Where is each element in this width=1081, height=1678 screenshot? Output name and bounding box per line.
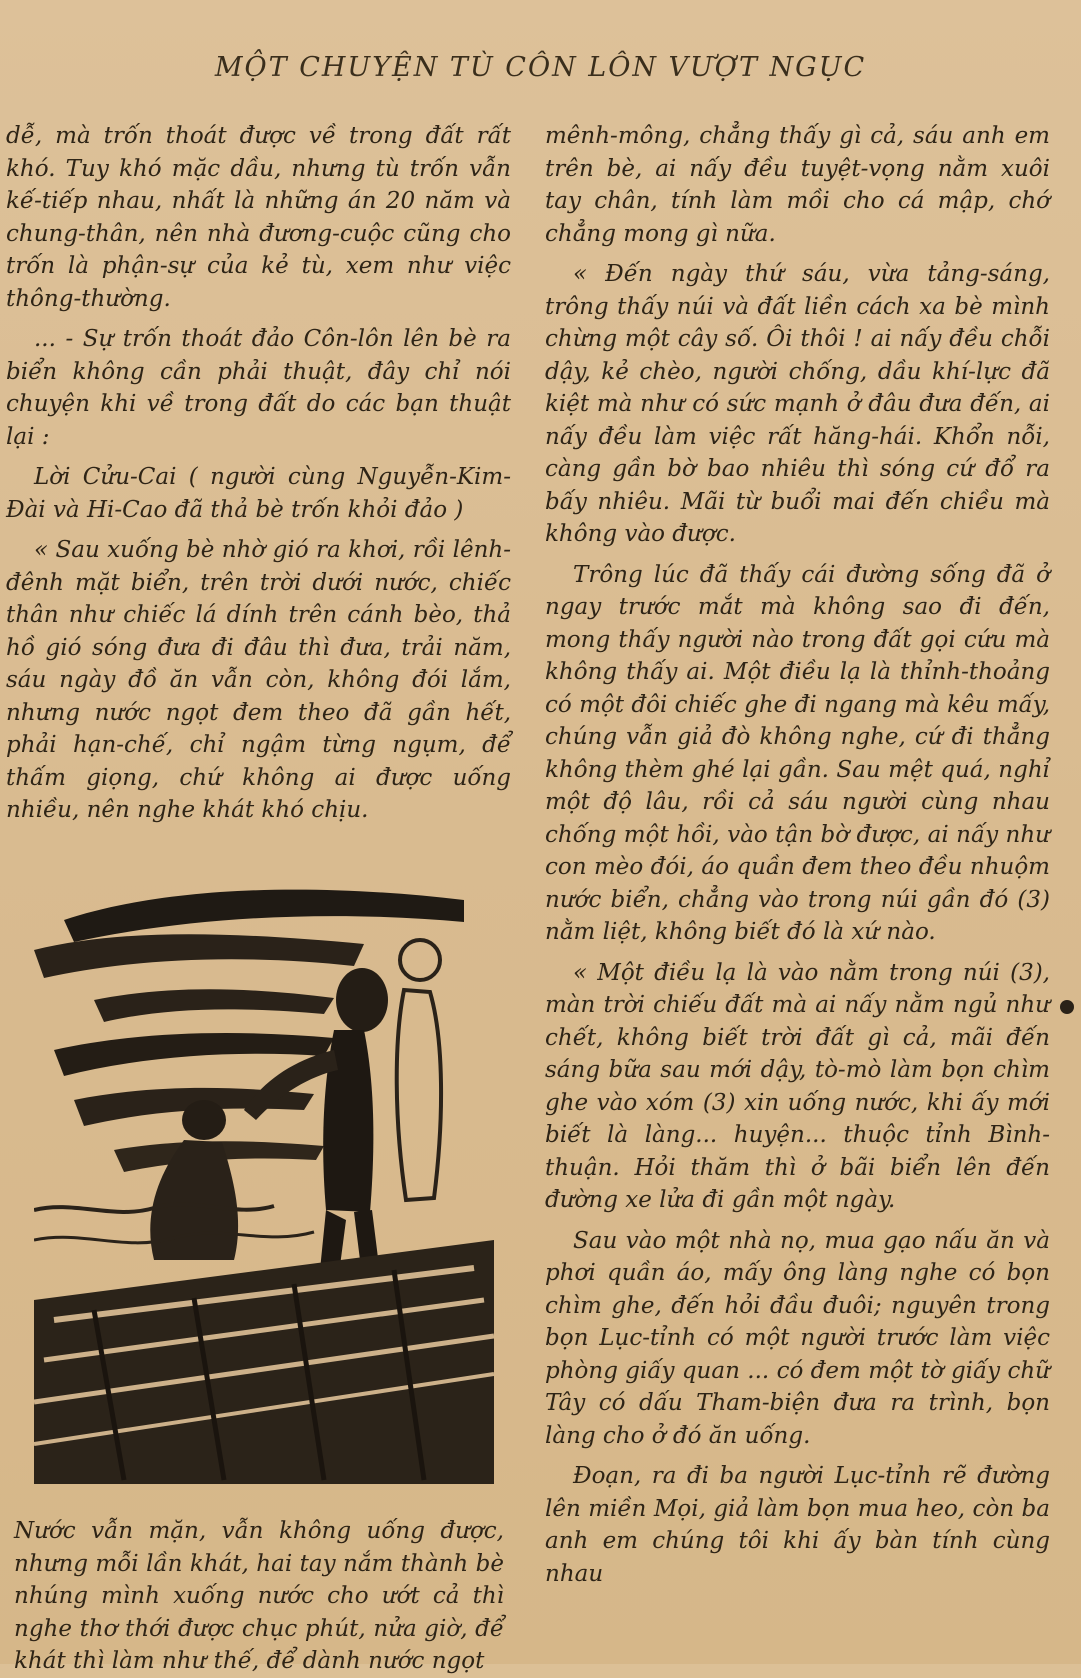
raft-illustration-drawing [34, 880, 494, 1484]
binding-hole-mark [1060, 1000, 1074, 1014]
paragraph: « Đến ngày thứ sáu, vừa tảng-sáng, trông thấy núi và đất liền cách xa bè mình chừng một cây số. Ôi thôi ! ai nấy đều chỗi dậy, kẻ chèo, người chống, dầu khí-lực đã kiệt mà như có sức mạnh ở đâu đưa đến, ai nấy đều làm việc rất hăng-hái. Khổn nỗi, càng gần bờ bao nhiêu thì sóng cứ đổ ra bấy nhiêu. Mãi từ buổi mai đến chiều mà không vào được. [545, 261, 1050, 547]
paragraph: Trông lúc đã thấy cái đường sống đã ở ngay trước mắt mà không sao đi đến, mong thấy người nào trong đất gọi cứu mà không thấy ai. Một điều lạ là thỉnh-thoảng có một đôi chiếc ghe đi ngang mà kêu mấy, chúng vẫn giả đò không nghe, cứ đi thẳng không thèm ghé lại gần. Sau mệt quá, nghỉ một độ lâu, rồi cả sáu người cùng nhau chống một hồi, vào tận bờ được, ai nấy như con mèo đói, áo quần đem theo đều nhuộm nước biển, chẳng vào trong núi gần đó (3) nằm liệt, không biết đó là xứ nào. [545, 561, 1050, 945]
running-title: MỘT CHUYỆN TÙ CÔN LÔN VƯỢT NGỤC [214, 52, 867, 83]
left-column [6, 120, 511, 835]
paragraph: Lời Cửu-Cai ( người cùng Nguyễn-Kim-Đài và Hi-Cao đã thả bè trốn khỏi đảo ) [6, 464, 511, 523]
paragraph: « Sau xuống bè nhờ gió ra khơi, rồi lênh-đênh mặt biển, trên trời dưới nước, chiếc thân như chiếc lá dính trên cánh bèo, thả hồ gió sóng đưa đi đâu thì đưa, trải năm, sáu ngày đồ ăn vẫn còn, không đói lắm, nhưng nước ngọt đem theo đã gần hết, phải hạn-chế, chỉ ngậm từng ngụm, để thấm giọng, chứ không ai được uống nhiều, nên nghe khát khó chịu. [6, 537, 511, 823]
paragraph: « Một điều lạ là vào nằm trong núi (3), màn trời chiếu đất mà ai nấy nằm ngủ như chết, không biết trời đất gì cả, mãi đến sáng bữa sau mới dậy, tò-mò làm bọn chìm ghe vào xóm (3) xin uống nước, khi ấy mới biết là làng... huyện... thuộc tỉnh Bình-thuận. Hỏi thăm thì ở bãi biển lên đến đường xe lửa đi gần một ngày. [545, 959, 1050, 1213]
paragraph: mênh-mông, chẳng thấy gì cả, sáu anh em trên bè, ai nấy đều tuyệt-vọng nằm xuôi tay chân, tính làm mồi cho cá mập, chớ chẳng mong gì nữa. [545, 123, 1050, 247]
paragraph: Đoạn, ra đi ba người Lục-tỉnh rẽ đường lên miền Mọi, giả làm bọn mua heo, còn ba anh em chúng tôi khi ấy bàn tính cùng nhau [545, 1463, 1050, 1587]
right-column [545, 120, 1050, 1598]
caption-text: Nước vẫn mặn, vẫn không uống được, nhưng mỗi lần khát, hai tay nắm thành bè nhúng mình xuống nước cho ướt cả thì nghe thơ thới được chục phút, nửa giờ, để khát thì làm như thế, để dành nước ngọt [14, 1518, 504, 1674]
paragraph: ... - Sự trốn thoát đảo Côn-lôn lên bè ra biển không cần phải thuật, đây chỉ nói chuyện khi về trong đất do các bạn thuật lại : [6, 326, 511, 450]
paragraph: Sau vào một nhà nọ, mua gạo nấu ăn và phơi quần áo, mấy ông làng nghe có bọn chìm ghe, đến hỏi đầu đuôi; nguyên trong bọn Lục-tỉnh có một người trước làm việc phòng giấy quan ... có đem một tờ giấy chữ Tây có dấu Tham-biện đưa ra trình, bọn làng cho ở đó ăn uống. [545, 1227, 1050, 1449]
woodcut-illustration [34, 880, 494, 1484]
illustration-caption [14, 1515, 504, 1678]
paragraph: dễ, mà trốn thoát được về trong đất rất khó. Tuy khó mặc dầu, nhưng tù trốn vẫn kế-tiếp nhau, nhất là những án 20 năm và chung-thân, nên nhà đương-cuộc cũng cho trốn là phận-sự của kẻ tù, xem như việc thông-thường. [6, 123, 511, 312]
